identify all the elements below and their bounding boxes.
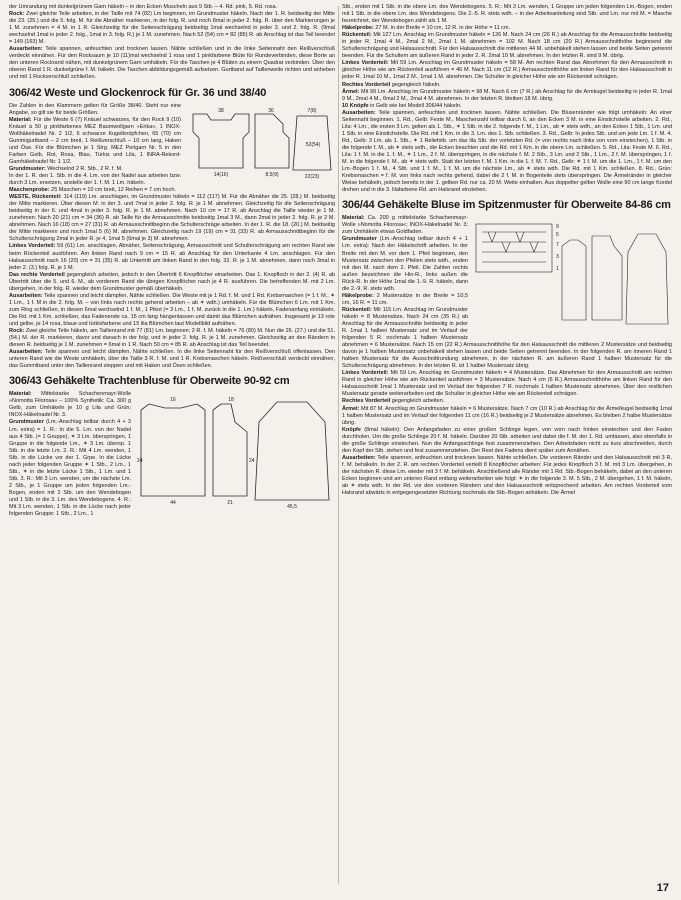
page-number: 17	[656, 882, 669, 894]
section-heading: 306/42 Weste und Glockenrock für Gr. 36 und 38/40	[9, 86, 267, 99]
right-column	[342, 4, 672, 890]
paragraph: Rock: Zwei gleiche Teile häkeln, am Taillenrand mit 77 (81) Lm. beginnen; 2 R. f. M. häkeln = 76 (80) M. Nun die 26. (27.) und die 51. (54.) M. der R. markieren, davor und danach in der folg. und in jeder 2. folg. R. je 1 M. zunehmen. Gleichzeitig an den Rändern in diesen R. beidseitig je 1 M. zunehmen = 6mal in 1 R. Nach 50 cm = 85 R. ab Anschlag ist das Teil beendet.	[9, 328, 335, 349]
paragraph: Rechtes Vorderteil gegengleich häkeln.	[342, 81, 441, 88]
paragraph: Rückenteil: Mit 115 Lm. Anschlag im Grundmuster häkeln = 8 Mustersätze. Nach 24 cm (35 R.) ab Anschlag für die Armausschnitte beidseitig in jeder R. 1mal 1 halben Mustersatz und im Verlauf der folgenden 5 R. nochmals 1 halben Mustersatz abnehmen = 6 Mustersätze. Nach 15 cm (22 R.) Armausschnitthöhe für den Halsausschnitt die mittleren 2 Mustersätze und beidseitig davon je 1 halben Mustersatz unbehäkelt stehen lassen und beide Seiten getrennt beenden. In der folgenden R. am inneren Rand 1 halben Mustersatz für die Ausschnittrundung abnehmen, in der nächsten R. am äußeren Rand 1 halben Mustersatz für die Schulterschrägung abnehmen. In der letzten R. ist 1 halber Mustersatz übrig.	[342, 306, 672, 370]
diagram-label: 16	[170, 397, 176, 404]
paragraph: Ausarbeiten: Teile spannen, anfeuchten und trocknen lassen. Nähte schließen. Die vorderen Ränder und den Halsausschnitt mit 3 R. f. M. behäkeln. In der 2. R. am rechten Vorderteil verteilt 8 Knopflöcher arbeiten: Für jedes Knopfloch 3 f. M. mit 3 Lm. übergehen, in der nächsten R. diese Lm. wieder mit 3 f. M. behäkeln. Anschließend alle Ränder mit 1 Rd. Stb.-Bogen behäkeln, dabei an den unteren Ecken beginnen und am unteren Rand entlang weiterarbeiten wie folgt: ✶ in die folgende 3. M. 5 Stb., 2 M. übergehen, 1 f. M. häkeln, ab ✶ stets wdh. In der Rd. vor den vorderen Rändern und den Halsausschnitt entsprechend arbeiten. Am rechten Vorderteil vom Halsrand abwärts in entgegengesetzter Richtung nochmals die Stb.-Bogen anhäkeln. Die Ärmel	[342, 454, 672, 497]
stitch-chart-and-diagram	[472, 216, 672, 334]
paragraph: Häkelprobe: 27 M. in der Breite = 10 cm, 12 R. in der Höhe = 11 cm.	[342, 25, 511, 32]
section-heading: 306/43 Gehäkelte Trachtenbluse für Oberweite 90-92 cm	[9, 375, 290, 388]
diagram-label: 7(8)	[307, 107, 317, 114]
diagram-label: 36	[268, 107, 274, 114]
paragraph: Knöpfe (8mal häkeln): Den Anfangsfaden zu einer großen Schlinge legen, von vorn nach hinten einstechen und den Faden durchholen. Um die große Schlinge 20 f. M. häkeln. Darüber 20 Stb. arbeiten und dabei die f. M. der 1. Rd. umfassen, also ebenfalls in die große Schlinge einstechen. Nun die Anfangsschlinge fest zusammenziehen. Den Arbeitsfaden nicht zu kurz abschneiden, durch den Kopf der Stb. ziehen und fest zusammenziehen. Der Rest des Fadens dient später zum Annähen.	[342, 426, 672, 454]
diagram-label: 44	[170, 500, 176, 507]
diagram-label: 5	[556, 232, 559, 239]
diagram-label: 7	[556, 242, 559, 249]
paragraph: der Umrandung mit dunkelgrünem Garn häkeln – in den Ecken Muscheln aus 9 Stb. – 4. Rd. pink, 5. Rd. rosa.	[9, 4, 278, 10]
section-heading: 306/44 Gehäkelte Bluse im Spitzenmuster für Oberweite 84-86 cm	[342, 199, 671, 212]
paragraph: Das rechte Vorderteil gegengleich arbeiten, jedoch in den Übertritt 6 Knopflöcher einarbeiten. Das 1. Knopfloch in der 2. (4) R. ab Übertritt über die 5. und 6. M., ab vorderem Rand die übrigen Knopflöcher nach je 4 R. ausführen. Die betreffenden M. mit 2 Lm. übergehen, in der folg. R. wieder dem Grundmuster gemäß überhäkeln.	[9, 271, 335, 292]
diagram-label: 22(23)	[304, 173, 320, 180]
paragraph: Häkelprobe: 2 Mustersätze in der Breite = 10,5 cm, 16 R. = 11 cm.	[342, 292, 468, 306]
diagram-label: 24	[137, 458, 143, 465]
paragraph: Rock: Zwei gleiche Teile arbeiten, in der Taille mit 74 (82) Lm beginnen, im Grundmuster häkeln. Nach der 1. R. beidseitig der Mitte die 23. (25.) und die 5. folg. M. für die Abnäher markieren, in der folg. R. und noch 8mal in jeder 2. folg. R. über den Markierungen je 1 M. zunehmen = 4 M. in 1 R. Gleichzeitig für die Seitenschrägung beidseitig 1mal wechselnd in jeder 3. und 2. folg. R. (9mal wechselnd 1mal in jeder 2. folg., 1mal in 3. folg. R.) je 1 M. zunehmen. Nach 52 (54) cm = 82 (85) R. ab Anschlag ist das Teil beendet = 149 (163) M.	[9, 11, 335, 46]
column-divider	[338, 6, 339, 884]
paragraph: Linkes Vorderteil: Mit 59 Lm. Anschlag im Grundmuster häkeln = 58 M. Am rechten Rand das Abnehmen für den Armausschnitt in gleicher Höhe wie am Rückenteil ausführen = 46 M. Nach 11 cm (12 R.) Armausschnitthöhe am linken Rand für den Halsausschnitt in jeder R. 1mal 10 M., 1mal 2 M., 1mal 1 M. abnehmen. Die Schulter in gleicher Höhe wie am Rückenteil schrägen.	[342, 60, 672, 81]
paragraph: Ärmel: Mit 87 M. Anschlag im Grundmuster häkeln = 6 Mustersätze. Nach 7 cm (10 R.) ab Anschlag für die Ärmelkugel beidseitig 1mal 1 halben Mustersatz und im Verlauf der folgenden 11 cm (16 R.) beidseitig je 2 Mustersätze abnehmen. Es bleiben 2 halbe Mustersätze übrig.	[342, 405, 672, 426]
paragraph: WESTE, Rückenteil: 114 (119) Lm. anschlagen, im Grundmuster häkeln = 112 (117) M. Für die Abnäher die 25. (28.) M. beidseitig der Mitte markieren. Über diesen M. in der 3. und 7mal in jeder 2. folg. R. je 1 M. abnehmen. Gleichzeitig für die Seitenschrägung beidseitig in der 6. und 4mal in jeder 3. folg. R. je 1 M. abnehmen. Nach 10 cm = 17 R. ab Anschlag die Taille wieder je 1 M. zunehmen: Nach 20 (21) cm = 34 (36) R. ab Taille für die Armausschnitte beidseitig 1mal 3 M., dann 2mal in jeder 2. folg. R. je 2 M. abnehmen. Nach 16 (18) cm = 27 (31) R. ab Armausschnittbeginn die Schulterschräge arbeiten. In der 1. R. die 18. (20.) M. beidseitig der Mitte markieren und noch 1mal 5 (6) M. abnehmen. Gleichzeitig nach 19 (19) cm = 31 (33) R. ab Armausschnittbeginn für die Schulterschrägung 2mal in jeder R. je 4, 1mal 5 (6mal je 3) M. abnehmen.	[9, 194, 335, 243]
diagram-label: 52(54)	[305, 141, 321, 148]
paragraph: Grundmuster: Wechselnd 2 R. Stb., 2 R. f. M.	[9, 165, 123, 172]
paragraph: Ärmel: Mit 99 Lm. Anschlag im Grundmuster häkeln = 98 M. Nach 6 cm (7 R.) ab Anschlag für die Armkugel beidseitig in jeder R. 1mal 9 M., 2mal 4 M., 6mal 2 M., 2mal 4 M. abnehmen. In der letzten R. bleiben 18 M. übrig.	[342, 88, 672, 102]
paragraph: Material: Für die Weste 6 (7) Knäuel schwarzes, für den Rock 9 (10) Knäuel à 50 g pinkfarbenes MEZ Baumwollgarn »Erika«, 1 INOX-Wollhäkelnadel Nr. 2 1/2, 6 schwarze Kugelknöpfchen, 65 (70) cm Gummigurtband – 2 cm breit, 1 Reißverschluß – 10 cm lang, Haken und Öse. Für die Blümchen je 1 Strg. MEZ Perlgarn Nr. 5 in den Farben Gelb, Rot, Rosa, Blau, Türkis und Lila, 1 INRA-Rekord-Garnhäkelnadel Nr. 1 1/2.	[9, 116, 181, 165]
paragraph: In der 1. R. den 1. Stb. in die 4. Lm. von der Nadel aus arbeiten bzw. durch 3 Lm. ersetzen, anstelle der 1. f. M. 1 Lm. häkeln.	[9, 172, 181, 187]
paragraph: Linkes Vorderteil: 59 (61) Lm. anschlagen, Abnäher, Seitenschrägung, Armausschnitt und Schulterschrägung am rechten Rand wie beim Rückenteil ausführen. Am linken Rand nach 9 cm = 15 R. ab Anschlag für den Unterkante 4 Lm. anschlagen. Für den Halsausschnitt nach 16 (20) cm = 31 (35) R. ab Untertritt am linken Rand in den folg. 32. R. je 1 M. abnehmen, dann noch 3mal in jeder 2. (3.) folg. R. je 1 M.	[9, 243, 335, 271]
paragraph: Rückenteil: Mit 127 Lm. Anschlag im Grundmuster häkeln = 126 M. Nach 24 cm (26 R.) ab Anschlag für die Armausschnitte beidseitig in jeder R. 1mal 4 M., 2mal 2 M., 2mal 1 M. abnehmen = 102 M. Nach 18 cm (20 R.) Armausschnitthöhe beginnend die Schulterschrägung und Halsausschnitt. Für den Halsausschnitt die mittleren 44 M. unbehäkelt stehen lassen und beide Seiten getrennt beenden. Für die Schultern am äußeren Rand in jeder 2. R. 2mal 10 M. abnehmen. In der letzten R. sind 9 M. übrig.	[342, 32, 672, 60]
left-column	[9, 4, 335, 890]
paragraph: Maschenprobe: 25 Maschen = 10 cm breit, 12 Reihen = 7 cm hoch.	[9, 187, 176, 194]
paragraph: 10 Knöpfe in Gelb wie bei Modell 306/44 häkeln.	[342, 102, 462, 109]
pattern-diagram-skirt	[185, 104, 335, 182]
paragraph: Ausarbeiten: Teile spannen und leicht dämpfen, Nähte schließen. In die linke Seitennaht für den Reißverschluß offenlassen. Den unteren Rand wie die Weste umhäkeln, über die Taille 3 R. f. M. und 1 R. Krebsmaschen häkeln. Reißverschluß verdeckt einnähen, das Gummiband unter den Taillenrand steppen und mit Haken und Ösen schließen.	[9, 349, 335, 370]
paragraph: Die Zahlen in den Klammern gelten für Größe 38/40. Steht nur eine Angabe, so gilt sie für beide Größen.	[9, 102, 181, 116]
diagram-label: 14(16)	[213, 171, 229, 178]
paragraph: Material: Ca. 200 g mittelstarke Schachenmayr-Wolle »Nomotta Filorosa«; INOX-Häkelnadel Nr. 3; zum Umhäkeln etwas Goldfaden.	[342, 215, 468, 236]
diagram-label: 45,5	[287, 504, 297, 511]
diagram-label: 24	[249, 458, 255, 465]
diagram-label: 3	[556, 254, 559, 261]
paragraph: Grundmuster (Lm.-Anschlag teilbar durch 4 + 1 Lm. extra): Nach der Häkelschrift arbeiten. In der Breite mit den M. vor dem 1. Pfeil beginnen, den Mustersatz zwischen den Pfeilen stets wdh., enden mit den M. nach dem 2. Pfeil. Die Zahlen rechts außen bezeichnen die Hin-R., links außen die Rück-R. In der Höhe 1mal die 1.-9. R. häkeln, dann die 2.-9. R. stets wdh.	[342, 236, 468, 292]
paragraph: Ausarbeiten: Teile spannen, anfeuchten und trocknen lassen. Nähte schließen. Die Blusenränder wie folgt umhäkeln: An einer Seitennaht beginnen. 1. Rd., Gelb: Feste M., Maschenzahl teilbar durch 6, an den Ecken 3 M. in eine Einstichstelle arbeiten. 2. Rd., Lila: 4 Lm., die ersten 3 Lm. gelten als 1. Stb., ✶ 1 Stb. in die 2. folgende f. M., 1 Lm., ab ✶ stets wdh., an den Ecken 1 Stb., 1 Lm. und 1 Stb. in eine Einstichstelle. Die Rd. mit 1 Km. in die 3. Lm. des 1. Stb. schließen. 3. Rd., Gelb: In jedes Stb. und um jede Lm. 1 f. M. 4. Rd., Gelb: 3 Lm. als 1. Stb., ✶ 1 Reliefstb. um das lila Stb. der vorletzten Rd. (= von rechts nach links von vorn einstechen), 1 Stb. in die folgende f. M., ab ✶ stets wdh., die Ecken beachten und die Rd. mit 1 Km. in die obere Lm. schließen. 5. Rd., Lila: Feste M. 6. Rd., Lila: 1 f. M. in die 1. f. M., ✶ 1 Lm., 2 f. M. überspringen, in die nächste f. M. 2 Stb., 3 Lm. und 2 Stb., 1 Lm., 2 f. M. überspringen, 1 f. M. in die folgende f. M., ab ✶ stets wdh. Statt der letzten f. M. 1 Km. in die 1. f. M. 7. Rd., Gelb: ✶ 1 f. M. um die 1. Lm., 1 f. M. um den Lm.-Bogen 1 f. M., 4 Stb. und 1 f. M., 1 f. M. um die nächste Lm., ab ✶ stets wdh. Die Rd. mit 1 Km. schließen. 8. Rd., Grün: Krebsmaschen = f. M. von links nach rechts gehend, dabei die 2 f. M. in Bogenteile stets überspringen. Die Ärmelränder in gleicher Weise behäkeln, jedoch bereits in der 1. gelben Rd. nur ca. 20 M. Weite einhalten. Aus doppelter gelber Wolle eine 90 cm lange Kordel drehen und in die 3. lilafarbene Rd. am Halsrand einziehen.	[342, 109, 672, 194]
paragraph: Material: Mittelstarke Schachenmayr-Wolle »Nomotta Filorosa« – 100% Synthetik: Ca. 300 g Gelb, zum Umhäkeln je 10 g Lila und Grün; INOX-Häkelnadel Nr. 3.	[9, 391, 131, 419]
diagram-label: 21	[227, 500, 233, 507]
diagram-label: 18	[228, 397, 234, 404]
paragraph: Stb., enden mit 1 Stb. in die obere Lm. des Wendebogens. 5. R.: Mit 3 Lm. wenden, 1 Gruppe um jeden folgenden Lm.-Bogen, enden mit 1 Stb. in die obere Lm. des Wendebogens. Die 2.-5. R. stets wdh. – in der Arbeitsanleitung sind Stb. und Lm. nur mit M. = Masche bezeichnet, der Wendebogen zählt als 1 M.	[342, 4, 672, 25]
paragraph: Ausarbeiten: Teile spannen, anfeuchten und trocknen lassen. Nähte schließen und in die linke Seitennaht den Reißverschluß verdeckt einnähen. Für den Rocksaum je 10 (11)mal wechselnd 1 rosa und 1 pinkfarbene Blüte für Rundeverbinden, diese Borte an den unteren Rockrand nähen, mit dunkelgrünem Garn umhäkeln. Für die Taschen je 4 Blüten zu einem Quadrat verbinden. Über den oberen Rand 1 R. dunkelgrüne f. M. häkeln. Die Taschen abbildungsgemäß aufsetzen. Gurtband auf Taillenweite richten und anheben und mit 1 Rockverschluß schließen.	[9, 46, 335, 81]
paragraph: Linkes Vorderteil: Mit 59 Lm. Anschlag im Grundmuster häkeln = 4 Mustersätze. Das Abnehmen für den Armausschnitt am rechten Rand in gleicher Höhe wie am Rückenteil ausführen = 3 Mustersätze. Nach 4 cm (6 R.) Armausschnitthöhe am linken Rand für den Halsausschnitt 1mal 1 Mustersatz und im Verlauf der folgenden 7 R. nochmals 1 halben Mustersatz abnehmen. Über den restlichen Mustersatz gerade weiterarbeiten und die Schulter in gleicher Höhe wie am Rückenteil schrägen.	[342, 370, 672, 398]
paragraph: Grundmuster (Lm.-Anschlag teilbar durch 4 + 3 Lm. extra) = 1. R.: In die 5. Lm. von der Nadel aus 4 Stb. (= 1 Gruppe), ✶ 3 Lm. überspringen, 1 Gruppe in die folgende Lm., ✶ 3 Lm. übersp. 1 Stb. in die letzte Lm. 2. R.: Mit 4 Lm. wenden, 1 Stb. in die Lücke vor der 1. Grpe. In die Lücke nach jeder folgenden Gruppe ✶ 1 Stb., 2 Lm., 1 Stb., ✶ in die letzte Lücke 1 Stb., 1 Lm. und 1 Stb. 3. R.: Mit 3 Lm. wenden, um die nächste Lm. 2 Stb., je 1 Gruppe um jeden folgenden Lm.-Bogen, enden mit 2 Stb. um den Wendebogen und 1 Stb. in die 3. Lm. des Wendebogens. 4. R.: Mit 3 Lm. wenden, 1 Stb. in die Lücke nach jeder folgenden Gruppe: 1 Stb., 2 Lm., 1	[9, 419, 131, 518]
paragraph: Rechtes Vorderteil gegengleich arbeiten.	[342, 398, 445, 405]
diagram-label: 1	[556, 266, 559, 273]
diagram-label: 9	[556, 224, 559, 231]
paragraph: Ausarbeiten: Teile spannen und leicht dämpfen, Nähte schließen. Die Weste mit je 1 Rd. f. M. und 1 Rd. Krebsmaschen (= 1 f. M., ✶ 1 Lm., 1 f. M in die 2. folg. M. – von links nach rechts gehend arbeiten – ab ✶ wdh.) umhäkeln. Für die Blümchen 6 Lm. mit 1 Km. zum Ring schließen, in diesen 6mal wechselnd 1 f. M., 1 Pikot (= 3 Lm., 1 f. M. zurück in die 1. Lm.) häkeln, Fadenanfang einhäkeln. Die Rd. mit 1 Km. schließen, das Fadenende ca. 15 cm lang hängenlassen und damit das Blümchen aufnähen. Insgesamt je 13 rote und gelbe, je 14 rosa, blaue und türkisfarbene und 15 lila Blümchen laut Modellbild aufnähen.	[9, 292, 335, 327]
diagram-label: 8,5(9)	[265, 171, 279, 178]
diagram-label: 38	[218, 107, 224, 114]
pattern-diagram-blouse	[135, 392, 335, 510]
